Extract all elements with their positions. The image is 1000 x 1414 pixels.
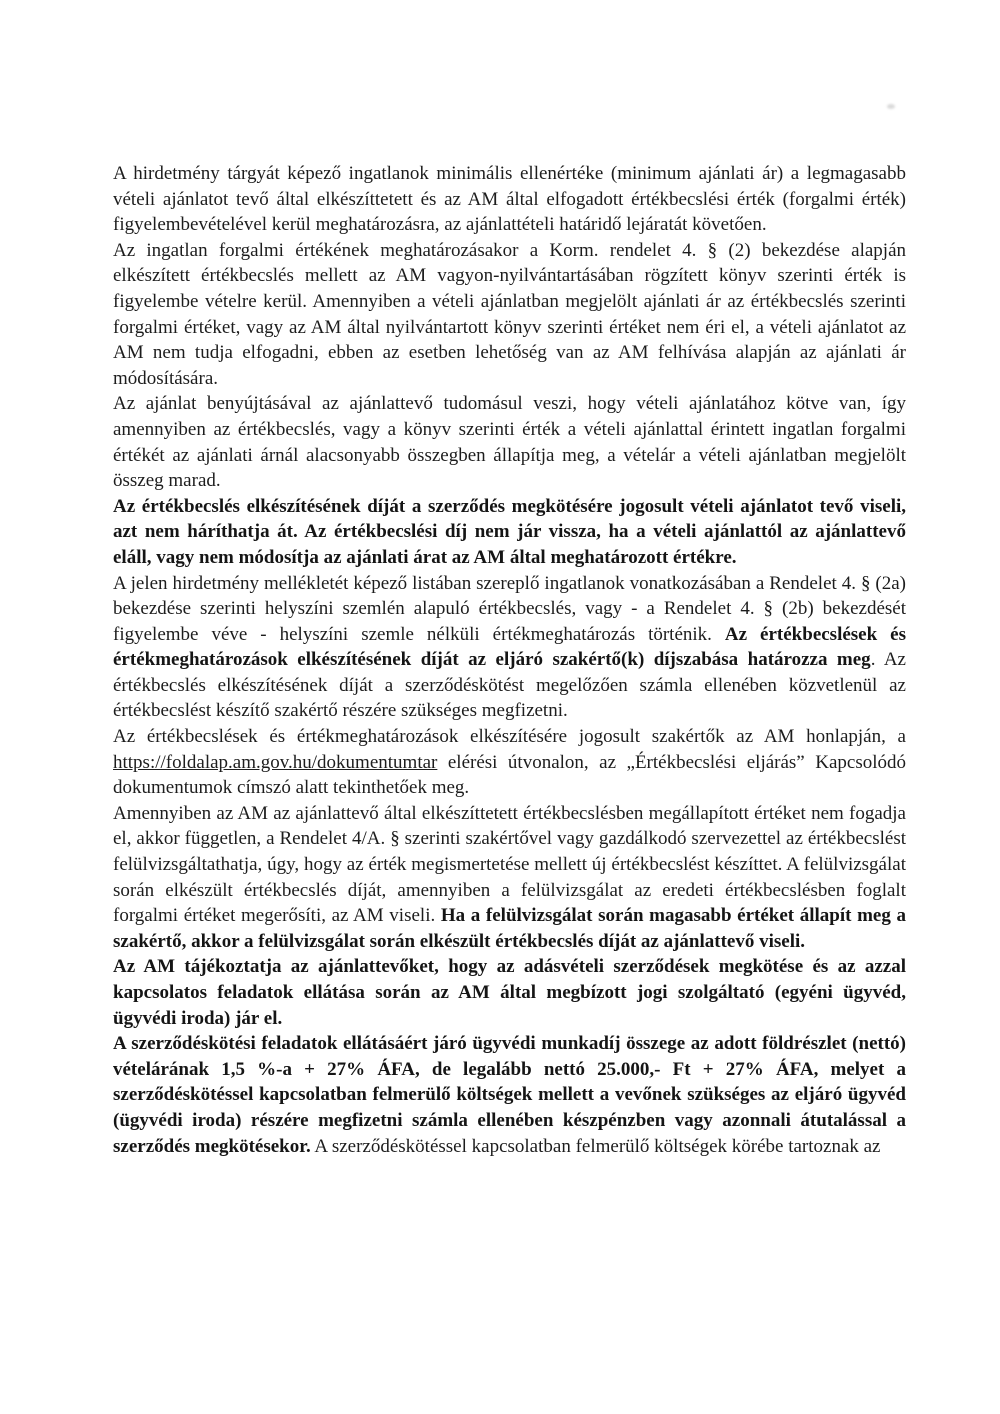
text-run: Amennyiben az AM az ajánlattevő által elkészíttetett értékbecslésben megállapított értéket nem fogadja el, akkor független, a Rendelet 4/A. § szerinti szakértővel vagy gazdálkodó szervezettel az értékbecslést felülvizsgáltathatja, úgy, hogy az érték megismertetése mellett új értékbecslést készíttet. A felülvizsgálat során elkészült értékbecslés díját, amennyiben a felülvizsgálat az eredeti értékbecslésben foglalt forgalmi értéket megerősíti, az AM viseli. [113,802,906,927]
document-url-link[interactable]: https://foldalap.am.gov.hu/dokumentumtar [113,751,438,773]
paragraph-legal-service-provider [113,954,906,1031]
document-body [113,161,906,1159]
text-run: elérési útvonalon, az „Értékbecslési eljárás” Kapcsolódó dokumentumok címszó alatt tekinthetőek meg. [113,751,906,799]
paragraph-valuation-method [113,571,906,725]
bold-text-run: Az AM tájékoztatja az ajánlattevőket, hogy az adásvételi szerződések megkötése és az azzal kapcsolatos feladatok ellátása során az AM által megbízott jogi szolgáltató (egyéni ügyvéd, ügyvédi iroda) jár el. [113,956,906,1029]
paragraph-valuation-fee [113,494,906,571]
bold-text-run: Az értékbecslés elkészítésének díját a szerződés megkötésére jogosult vételi ajánlatot tevő viseli, azt nem háríthatja át. Az értékbecslési díj nem jár vissza, ha a vételi ajánlattól az ajánlattevő eláll, vagy nem módosítja az ajánlati árat az AM által meghatározott értékre. [113,495,906,568]
paragraph-minimum-offer-price [113,161,906,238]
text-run: A hirdetmény tárgyát képező ingatlanok minimális ellenértéke (minimum ajánlati ár) a legmagasabb vételi ajánlatot tevő által elkészíttetett és az AM által elfogadott értékbecslési érték (forgalmi érték) figyelembevételével kerül meghatározásra, az ajánlattételi határidő lejáratát követően. [113,163,906,236]
text-run: Az értékbecslések és értékmeghatározások elkészítésére jogosult szakértők az AM honlapján, a [113,726,906,748]
text-run: A jelen hirdetmény mellékletét képező listában szereplő ingatlanok vonatkozásában a Rendelet 4. § (2a) bekezdése szerinti helyszíni szemlén alapuló értékbecslés, vagy - a Rendelet 4. § (2b) bekezdését figyelembe véve - helyszíni szemle nélküli értékmeghatározás történik. [113,572,906,645]
bold-text-run: Az értékbecslések és értékmeghatározások elkészítésének díját az eljáró szakértő(k) díjszabása határozza meg [113,623,906,671]
scan-artifact-dot [887,104,895,109]
text-run: A szerződéskötéssel kapcsolatban felmerülő költségek körébe tartoznak az [310,1135,881,1157]
bold-text-run: Ha a felülvizsgálat során magasabb értéket állapít meg a szakértő, akkor a felülvizsgálat során elkészült értékbecslés díját az ajánlattevő viseli. [113,905,906,952]
text-run: . Az értékbecslés elkészítésének díját a szerződéskötést megelőzően számla ellenében közvetlenül az értékbecslést készítő szakértő részére szükséges megfizetni. [113,649,906,722]
text-run: Az ajánlat benyújtásával az ajánlattevő tudomásul veszi, hogy vételi ajánlatához kötve van, így amennyiben az értékbecslés, vagy a könyv szerinti érték a vételi ajánlattal érintett ingatlan forgalmi értékét az ajánlati árnál alacsonyabb összegben állapítja meg, a vételár a vételi ajánlatban megjelölt összeg marad. [113,393,906,492]
bold-text-run: A szerződéskötési feladatok ellátásáért járó ügyvédi munkadíj összege az adott földrészlet (nettó) vételárának 1,5 %-a + 27% ÁFA, de legalább nettó 25.000,- Ft + 27% ÁFA, melyet a szerződéskötéssel kapcsolatban felmerülő költségek mellett a vevőnek szükséges az eljáró ügyvéd (ügyvédi iroda) részére megfizetni számla ellenében készpénzben vagy azonnali átutalással a szerződés megkötésekor. [113,1033,906,1157]
paragraph-valuation-review [113,801,906,955]
paragraph-offer-binding [113,391,906,493]
text-run: Az ingatlan forgalmi értékének meghatározásakor a Korm. rendelet 4. § (2) bekezdése alapján elkészített értékbecslés mellett az AM vagyon-nyilvántartásában rögzített könyv szerinti érték is figyelembe vételre kerül. Amennyiben a vételi ajánlatban megjelölt ajánlati ár az értékbecslés szerinti forgalmi értéket, vagy az AM által nyilvántartott könyv szerinti értéket nem éri el, a vételi ajánlatot az AM nem tudja elfogadni, ebben az esetben lehetőség van az AM felhívása alapján az ajánlati ár módosítására. [113,239,906,389]
paragraph-market-value-determination [113,238,906,392]
paragraph-experts-website [113,724,906,801]
paragraph-attorney-fee [113,1031,906,1159]
